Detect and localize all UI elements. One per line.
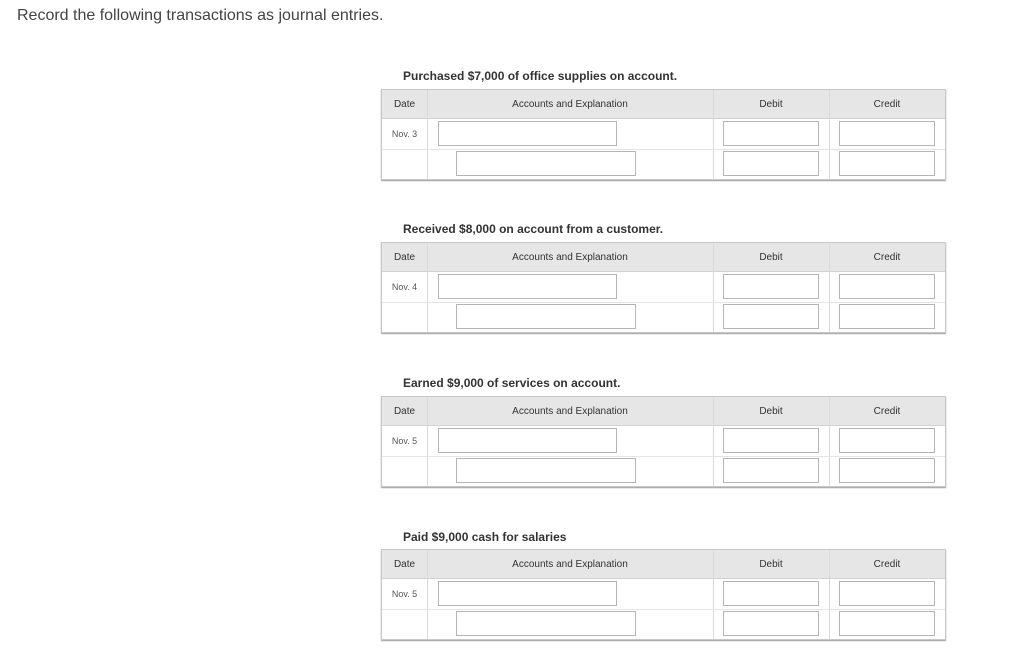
entry-title: Received $8,000 on account from a customer. xyxy=(403,222,664,236)
entry-date: Nov. 3 xyxy=(391,129,418,139)
entry-date: Nov. 5 xyxy=(391,436,418,446)
credit-input[interactable] xyxy=(839,121,935,146)
column-header-date: Date xyxy=(393,559,416,570)
debit-input[interactable] xyxy=(723,611,819,636)
credit-input[interactable] xyxy=(839,581,935,606)
column-header-debit: Debit xyxy=(759,252,783,263)
credit-input[interactable] xyxy=(839,611,935,636)
entry-date: Nov. 4 xyxy=(391,282,418,292)
account-input-debit-line[interactable] xyxy=(438,121,617,146)
entry-date: Nov. 5 xyxy=(391,589,418,599)
column-header-credit: Credit xyxy=(873,406,901,417)
credit-input[interactable] xyxy=(839,428,935,453)
instruction-text: Record the following transactions as journal entries. xyxy=(17,7,384,24)
column-header-credit: Credit xyxy=(873,99,901,110)
column-header-credit: Credit xyxy=(873,559,901,570)
table-header xyxy=(382,397,945,426)
row-divider xyxy=(382,456,945,457)
debit-input[interactable] xyxy=(723,121,819,146)
column-header-date: Date xyxy=(393,252,416,263)
column-header-debit: Debit xyxy=(759,406,783,417)
column-divider xyxy=(713,550,714,639)
column-divider xyxy=(713,397,714,486)
row-divider xyxy=(382,609,945,610)
account-input-credit-line[interactable] xyxy=(456,458,636,483)
debit-input[interactable] xyxy=(723,151,819,176)
column-header-date: Date xyxy=(393,99,416,110)
column-divider xyxy=(427,397,428,486)
column-header-date: Date xyxy=(393,406,416,417)
account-input-debit-line[interactable] xyxy=(438,581,617,606)
column-header-accounts: Accounts and Explanation xyxy=(512,406,628,417)
column-divider xyxy=(713,243,714,332)
column-divider xyxy=(829,90,830,179)
column-divider xyxy=(427,243,428,332)
column-divider xyxy=(829,243,830,332)
entry-title: Purchased $7,000 of office supplies on account. xyxy=(403,69,678,83)
table-header xyxy=(382,243,945,272)
account-input-debit-line[interactable] xyxy=(438,428,617,453)
journal-table xyxy=(381,242,946,333)
column-header-debit: Debit xyxy=(759,559,783,570)
credit-input[interactable] xyxy=(839,304,935,329)
debit-input[interactable] xyxy=(723,581,819,606)
table-header xyxy=(382,550,945,579)
credit-input[interactable] xyxy=(839,458,935,483)
column-header-accounts: Accounts and Explanation xyxy=(512,99,628,110)
row-divider xyxy=(382,149,945,150)
column-divider xyxy=(829,550,830,639)
debit-input[interactable] xyxy=(723,304,819,329)
debit-input[interactable] xyxy=(723,458,819,483)
column-divider xyxy=(427,550,428,639)
column-header-credit: Credit xyxy=(873,252,901,263)
journal-table xyxy=(381,89,946,180)
debit-input[interactable] xyxy=(723,274,819,299)
journal-table xyxy=(381,549,946,640)
journal-table xyxy=(381,396,946,487)
account-input-debit-line[interactable] xyxy=(438,274,617,299)
column-header-accounts: Accounts and Explanation xyxy=(512,252,628,263)
column-divider xyxy=(829,397,830,486)
row-divider xyxy=(382,302,945,303)
entry-title: Paid $9,000 cash for salaries xyxy=(403,530,567,544)
account-input-credit-line[interactable] xyxy=(456,304,636,329)
credit-input[interactable] xyxy=(839,274,935,299)
column-header-accounts: Accounts and Explanation xyxy=(512,559,628,570)
debit-input[interactable] xyxy=(723,428,819,453)
table-header xyxy=(382,90,945,119)
entry-title: Earned $9,000 of services on account. xyxy=(403,376,621,390)
column-divider xyxy=(713,90,714,179)
credit-input[interactable] xyxy=(839,151,935,176)
column-header-debit: Debit xyxy=(759,99,783,110)
account-input-credit-line[interactable] xyxy=(456,151,636,176)
column-divider xyxy=(427,90,428,179)
account-input-credit-line[interactable] xyxy=(456,611,636,636)
